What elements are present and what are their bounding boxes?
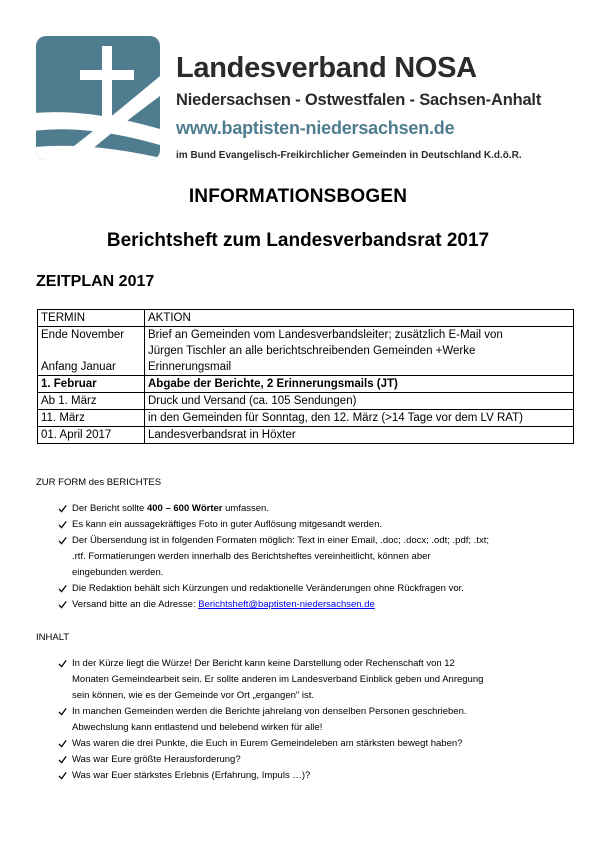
termin-cell: Ende November Anfang Januar [38,327,145,376]
aktion-cell: Abgabe der Berichte, 2 Erinnerungsmails (JT) [145,376,574,393]
table-row [38,327,574,376]
document-title: INFORMATIONSBOGEN [188,186,408,207]
content-section-label: INHALT [36,632,70,643]
org-url[interactable]: www.baptisten-niedersachsen.de [176,118,455,138]
cross-logo-icon [36,36,160,160]
list-item: Die Redaktion behält sich Kürzungen und redaktionelle Veränderungen ohne Rückfragen vor. [58,581,568,597]
form-section-label: ZUR FORM des BERICHTES [36,477,162,488]
checkmark-icon [58,520,67,529]
table-row [38,410,574,427]
list-item: Es kann ein aussagekräftiges Foto in guter Auflösung mitgesandt werden. [58,517,568,533]
list-item: Der Bericht sollte 400 – 600 Wörter umfassen. [58,501,568,517]
aktion-cell: Landesverbandsrat in Höxter [145,427,574,444]
list-item: In manchen Gemeinden werden die Berichte jahrelang von denselben Personen geschrieben. Abwechslung kann entlastend und belebend wirken für alle! [58,704,568,736]
checkmark-icon [58,536,67,545]
org-bund: im Bund Evangelisch-Freikirchlicher Gemeinden in Deutschland K.d.ö.R. [176,150,522,161]
table-row [38,393,574,410]
termin-cell: 01. April 2017 [38,427,145,444]
schedule-table [37,309,574,444]
list-item: Was war Euer stärkstes Erlebnis (Erfahrung, Impuls …)? [58,768,568,784]
table-row [38,427,574,444]
checkmark-icon [58,707,67,716]
checkmark-icon [58,600,67,609]
form-list [58,501,568,613]
aktion-cell: in den Gemeinden für Sonntag, den 12. März (>14 Tage vor dem LV RAT) [145,410,574,427]
checkmark-icon [58,584,67,593]
aktion-cell: Druck und Versand (ca. 105 Sendungen) [145,393,574,410]
checkmark-icon [58,755,67,764]
table-header-row [38,310,574,327]
org-name: Landesverband NOSA [176,52,477,84]
list-item: Versand bitte an die Adresse: Berichtsheft@baptisten-niedersachsen.de [58,597,568,613]
org-regions: Niedersachsen - Ostwestfalen - Sachsen-Anhalt [176,91,542,109]
list-item: Was waren die drei Punkte, die Euch in Eurem Gemeindeleben am stärksten bewegt haben? [58,736,568,752]
termin-cell: 1. Februar [38,376,145,393]
schedule-heading: ZEITPLAN 2017 [36,273,155,290]
column-header-aktion: AKTION [145,310,574,327]
email-link[interactable]: Berichtsheft@baptisten-niedersachsen.de [198,599,375,610]
document-subtitle: Berichtsheft zum Landesverbandsrat 2017 [106,230,490,251]
termin-cell: 11. März [38,410,145,427]
termin-cell: Ab 1. März [38,393,145,410]
list-item: Was war Eure größte Herausforderung? [58,752,568,768]
checkmark-icon [58,504,67,513]
list-item: Der Übersendung ist in folgenden Formaten möglich: Text in einer Email, .doc; .docx; .odt; .pdf; .txt; .rtf. Formatierungen werden innerhalb des Berichtsheftes vereinheitlicht, können aber eingebunden werden. [58,533,568,581]
checkmark-icon [58,659,67,668]
content-list [58,656,568,784]
aktion-cell: Brief an Gemeinden vom Landesverbandsleiter; zusätzlich E-Mail von Jürgen Tischler an alle berichtschreibenden Gemeinden +Werke Erinnerungsmail [145,327,574,376]
column-header-termin: TERMIN [38,310,145,327]
checkmark-icon [58,771,67,780]
checkmark-icon [58,739,67,748]
table-row [38,376,574,393]
list-item: In der Kürze liegt die Würze! Der Bericht kann keine Darstellung oder Rechenschaft von 12 Monaten Gemeindearbeit sein. Er sollte anderen im Landesverband Einblick geben und Anregung sein können, wie es der Gemeinde vor Ort „ergangen" ist. [58,656,568,704]
